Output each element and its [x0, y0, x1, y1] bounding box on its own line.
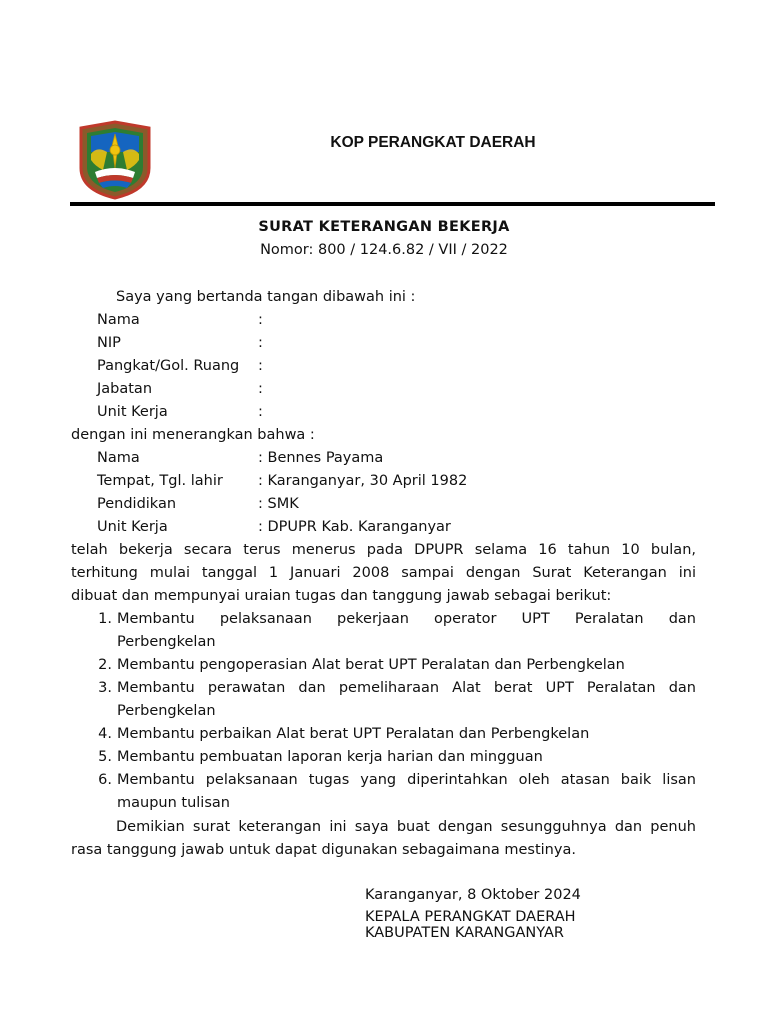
document-number: Nomor: 800 / 124.6.82 / VII / 2022 — [260, 242, 508, 258]
employee-field-label: Unit Kerja — [97, 519, 168, 535]
document-title: SURAT KETERANGAN BEKERJA — [258, 219, 510, 235]
employee-field-value: : SMK — [258, 496, 299, 512]
closing-line: rasa tanggung jawab untuk dapat digunakan sebagaimana mestinya. — [71, 842, 576, 858]
duty-text: Membantu perbaikan Alat berat UPT Peralatan dan Perbengkelan — [117, 726, 590, 742]
duty-number: 5. — [98, 749, 112, 765]
employee-field-value: : Karanganyar, 30 April 1982 — [258, 473, 468, 489]
duty-text: Membantu pengoperasian Alat berat UPT Peralatan dan Perbengkelan — [117, 657, 625, 673]
duty-text: Membantu pelaksanaan tugas yang diperintahkan oleh atasan baik lisan — [117, 772, 696, 788]
signature-position: KEPALA PERANGKAT DAERAH — [365, 909, 576, 925]
employee-field-value: : DPUPR Kab. Karanganyar — [258, 519, 451, 535]
signer-field-value: : — [258, 381, 263, 397]
duty-text: Membantu pelaksanaan pekerjaan operator UPT Peralatan dan — [117, 611, 696, 627]
duty-number: 6. — [98, 772, 112, 788]
letterhead-title: KOP PERANGKAT DAERAH — [330, 134, 536, 151]
body-line: terhitung mulai tanggal 1 Januari 2008 sampai dengan Surat Keterangan ini — [71, 565, 696, 581]
signature-position: KABUPATEN KARANGANYAR — [365, 925, 564, 941]
signer-field-label: NIP — [97, 335, 121, 351]
regional-emblem-logo — [77, 120, 153, 200]
employee-field-label: Tempat, Tgl. lahir — [97, 473, 223, 489]
signer-field-label: Pangkat/Gol. Ruang — [97, 358, 240, 374]
employee-field-label: Nama — [97, 450, 140, 466]
signer-field-label: Nama — [97, 312, 140, 328]
duty-number: 1. — [98, 611, 112, 627]
signer-field-value: : — [258, 335, 263, 351]
duty-number: 4. — [98, 726, 112, 742]
employee-field-label: Pendidikan — [97, 496, 177, 512]
duty-text: Membantu perawatan dan pemeliharaan Alat berat UPT Peralatan dan — [117, 680, 696, 696]
signer-field-label: Unit Kerja — [97, 404, 168, 420]
signer-field-label: Jabatan — [97, 381, 153, 397]
intro-text: Saya yang bertanda tangan dibawah ini : — [116, 289, 416, 305]
duty-number: 2. — [98, 657, 112, 673]
body-line: dibuat dan mempunyai uraian tugas dan tanggung jawab sebagai berikut: — [71, 588, 612, 604]
signer-field-value: : — [258, 312, 263, 328]
duty-text: Membantu pembuatan laporan kerja harian dan mingguan — [117, 749, 543, 765]
employee-field-value: : Bennes Payama — [258, 450, 384, 466]
duty-text: maupun tulisan — [117, 795, 230, 811]
closing-line: Demikian surat keterangan ini saya buat dengan sesungguhnya dan penuh — [116, 819, 696, 835]
signature-place-date: Karanganyar, 8 Oktober 2024 — [365, 887, 581, 903]
duty-number: 3. — [98, 680, 112, 696]
signer-field-value: : — [258, 404, 263, 420]
letterhead-divider — [70, 202, 715, 206]
body-line: telah bekerja secara terus menerus pada DPUPR selama 16 tahun 10 bulan, — [71, 542, 696, 558]
statement-text: dengan ini menerangkan bahwa : — [71, 427, 315, 443]
signer-field-value: : — [258, 358, 263, 374]
duty-text: Perbengkelan — [117, 634, 216, 650]
duty-text: Perbengkelan — [117, 703, 216, 719]
